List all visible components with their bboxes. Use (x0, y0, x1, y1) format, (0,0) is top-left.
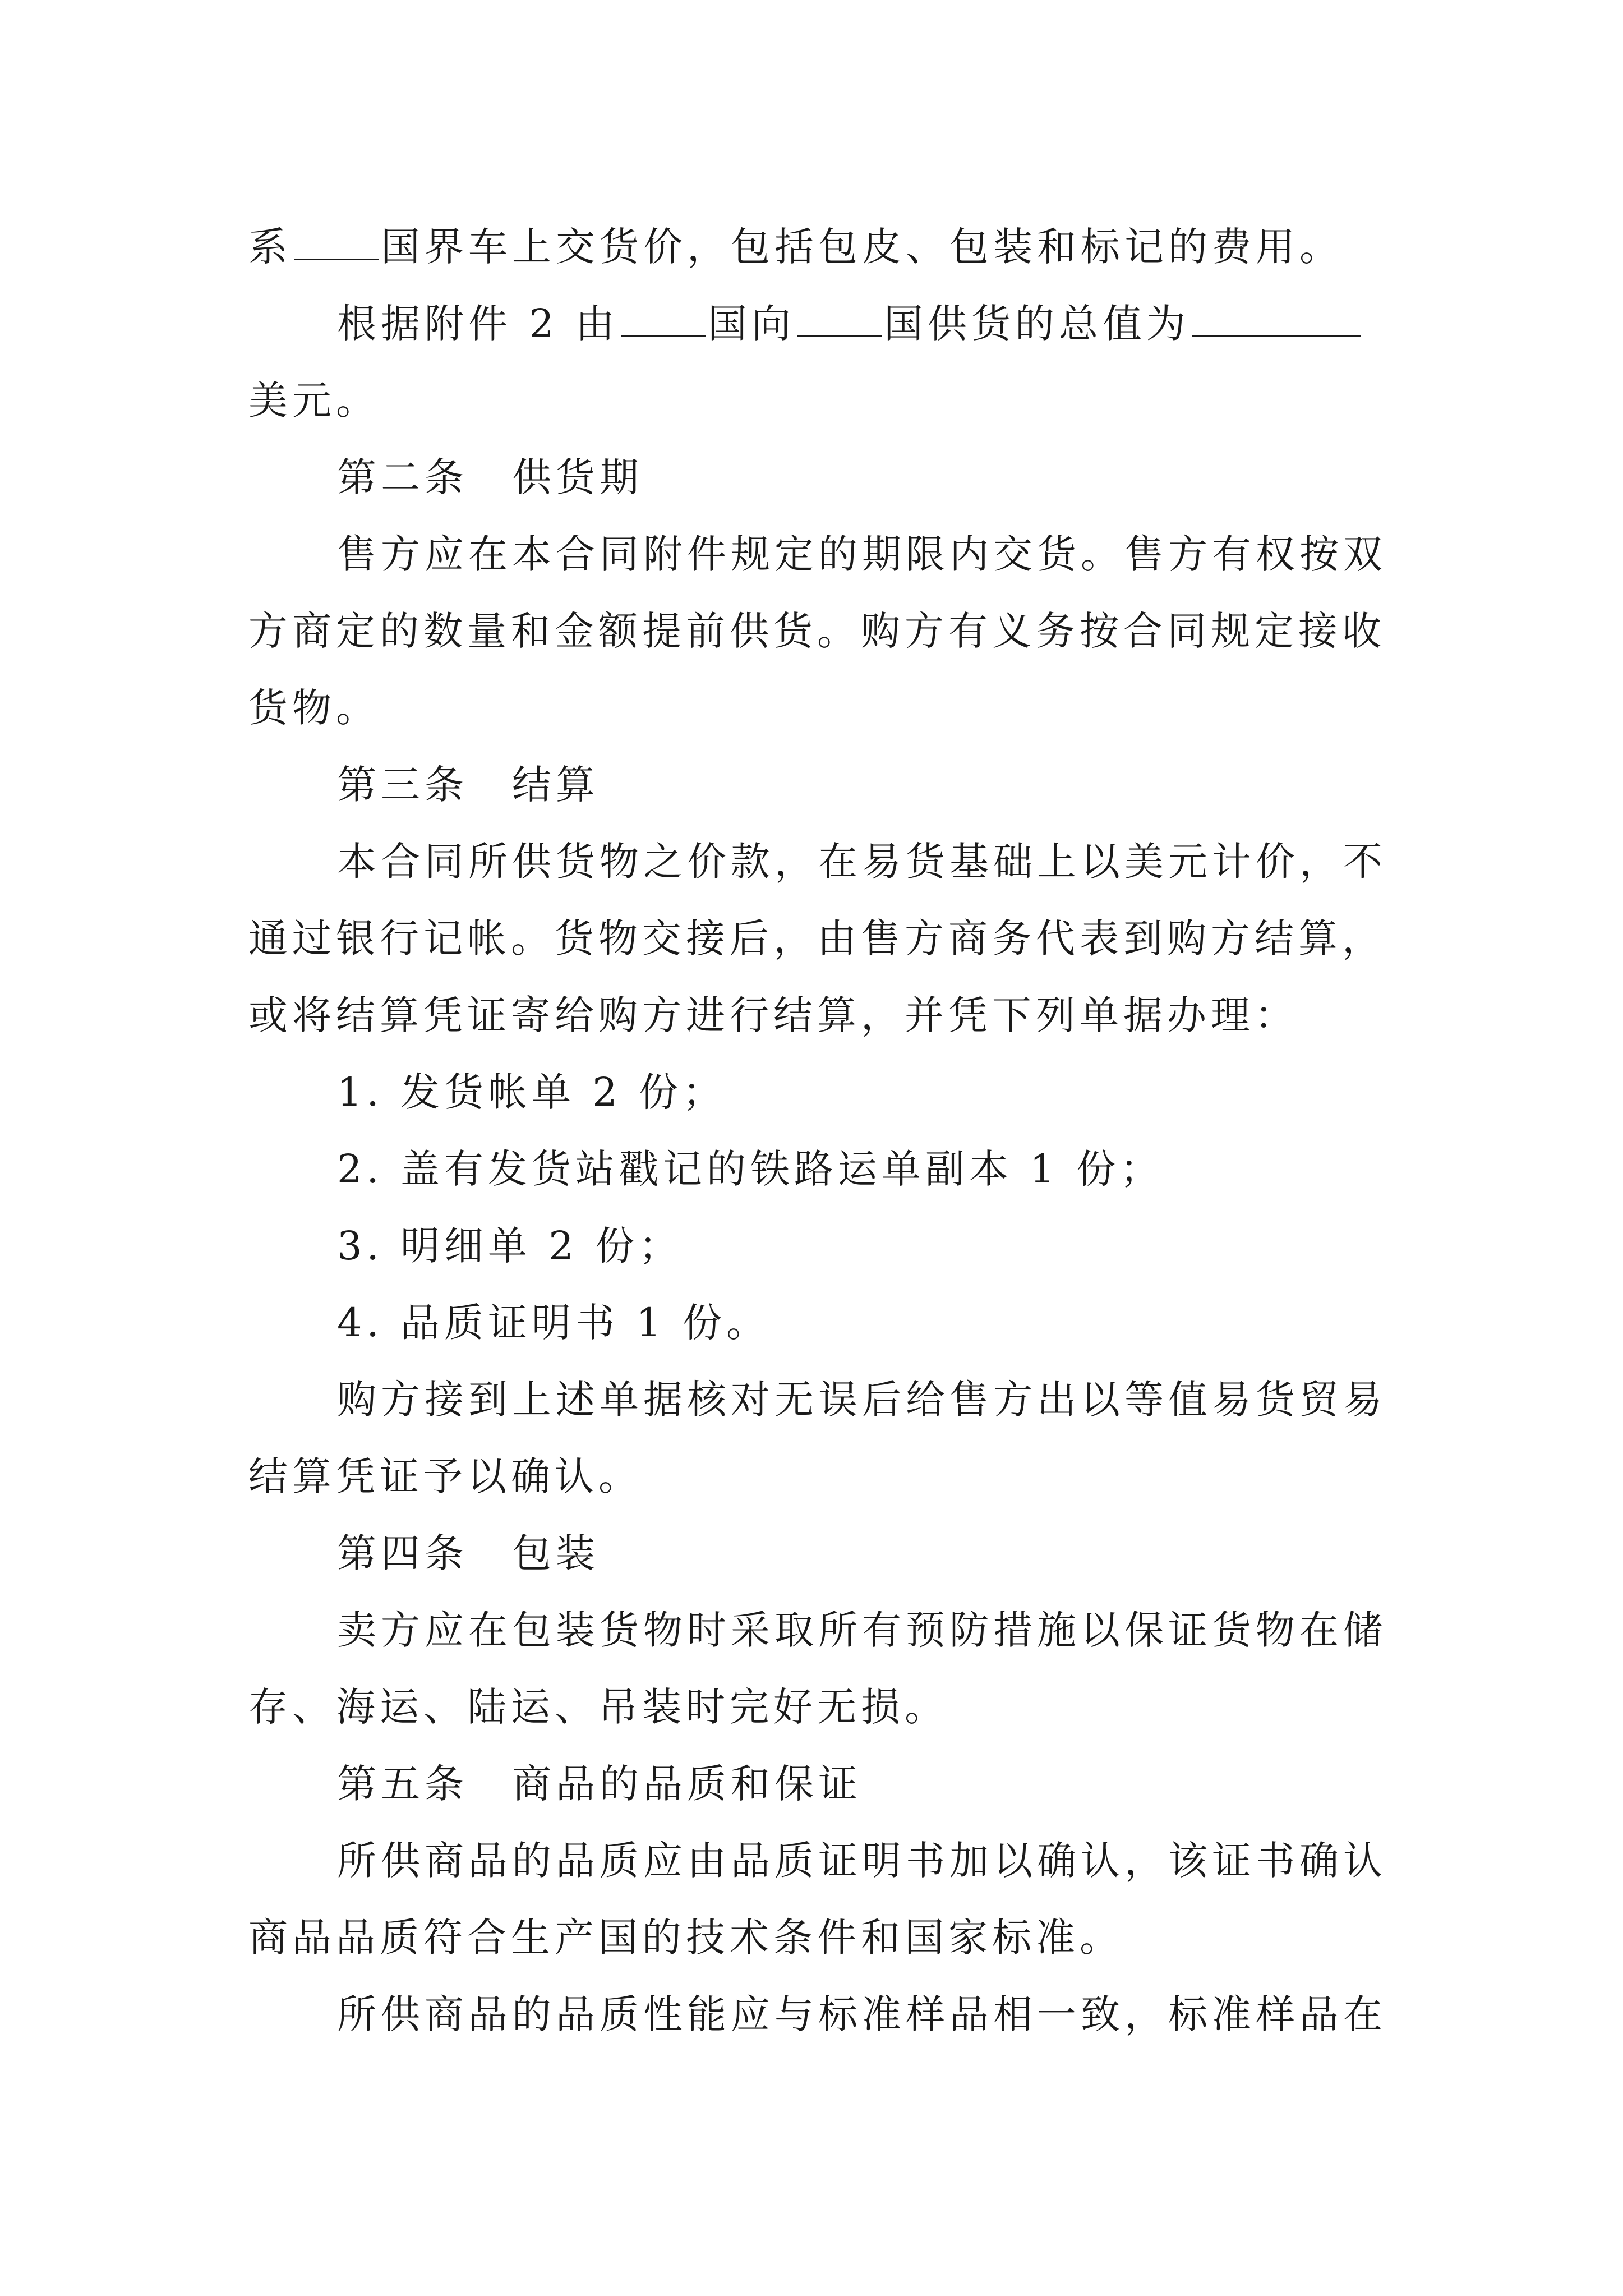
list-item: 1. 发货帐单 2 份； (337, 1069, 727, 1115)
article-heading: 第三条 结算 (337, 762, 600, 808)
article-paragraph: 所供商品的品质性能应与标准样品相一致，标准样品在 (337, 1991, 1387, 2037)
fill-in-blank (621, 302, 706, 337)
article-paragraph: 卖方应在包装货物时采取所有预防措施以保证货物在储存、海运、陆运、吊装时完好无损。 (248, 1607, 1387, 1730)
article-heading: 第五条 商品的品质和保证 (337, 1761, 862, 1807)
fill-in-blank (294, 225, 379, 260)
article-heading: 第四条 包装 (337, 1530, 600, 1576)
document-body (248, 209, 1390, 2053)
list-item: 3. 明细单 2 份； (337, 1223, 683, 1269)
text-segment: 美元。 (248, 378, 380, 424)
fill-in-blank (797, 302, 882, 337)
text-segment: 国向 (708, 301, 796, 347)
list-item: 2. 盖有发货站戳记的铁路运单副本 1 份； (337, 1146, 1164, 1192)
article-paragraph: 售方应在本合同附件规定的期限内交货。售方有权按双方商定的数量和金额提前供货。购方有义务按合同规定接收货物。 (248, 531, 1387, 731)
text-segment: 根据附件 2 由 (337, 301, 620, 347)
text-segment: 国界车上交货价，包括包皮、包装和标记的费用。 (381, 224, 1343, 270)
article-paragraph: 购方接到上述单据核对无误后给售方出以等值易货贸易结算凭证予以确认。 (248, 1377, 1387, 1499)
article-paragraph: 本合同所供货物之价款，在易货基础上以美元计价，不通过银行记帐。货物交接后，由售方商务代表到购方结算，或将结算凭证寄给购方进行结算，并凭下列单据办理： (248, 839, 1387, 1038)
text-segment: 国供货的总值为 (884, 301, 1191, 347)
article-heading: 第二条 供货期 (337, 454, 643, 500)
article-paragraph: 所供商品的品质应由品质证明书加以确认，该证书确认商品品质符合生产国的技术条件和国家标准。 (248, 1838, 1387, 1961)
paragraph-delivery-terms (248, 209, 1390, 286)
text-segment: 系 (248, 224, 292, 270)
fill-in-blank (1192, 302, 1361, 337)
list-item: 4. 品质证明书 1 份。 (337, 1300, 771, 1346)
paragraph-total-value (248, 286, 1390, 439)
